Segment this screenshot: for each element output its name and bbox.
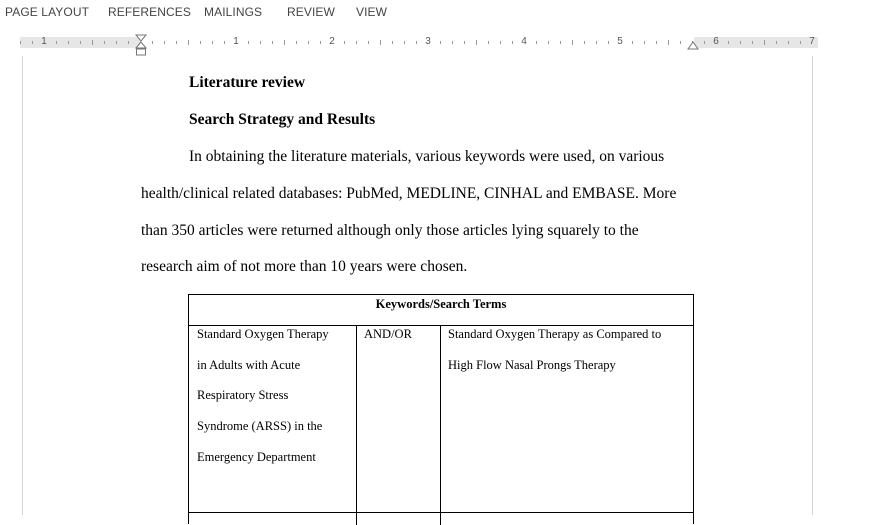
ruler-tick (92, 40, 93, 45)
ruler-tick (308, 41, 309, 44)
ruler-tick (152, 41, 153, 44)
paragraph-line: than 350 articles were returned although only those articles lying squarely to the (141, 222, 639, 239)
ruler-tick (212, 41, 213, 44)
ruler-number: 2 (329, 36, 335, 47)
table-cell-line: High Flow Nasal Prongs Therapy (448, 358, 616, 372)
keywords-table[interactable] (188, 294, 694, 524)
paragraph-line: In obtaining the literature materials, various keywords were used, on various (189, 148, 665, 165)
ruler-tick (668, 40, 669, 45)
ruler-tick (68, 41, 69, 44)
ruler-tick (776, 41, 777, 44)
ruler-tick (260, 41, 261, 44)
ruler-tick (164, 41, 165, 44)
ruler-number: 1 (41, 36, 47, 47)
heading-literature-review: Literature review (189, 74, 306, 91)
document-canvas[interactable] (0, 56, 870, 515)
ruler-tick (788, 41, 789, 44)
ruler-tick (704, 41, 705, 44)
ruler-tick (188, 40, 189, 45)
ruler-tick (512, 41, 513, 44)
ruler-tick (584, 41, 585, 44)
right-indent-marker[interactable] (687, 41, 699, 50)
paragraph-line: health/clinical related databases: PubMed, MEDLINE, CINHAL and EMBASE. More (141, 185, 677, 202)
tab-mailings[interactable]: MAILINGS (204, 5, 263, 19)
ruler-number: 4 (521, 36, 527, 47)
ruler-tick (452, 41, 453, 44)
ruler-tick (320, 41, 321, 44)
ruler-tick (368, 41, 369, 44)
ruler-tick (440, 41, 441, 44)
heading-search-strategy: Search Strategy and Results (189, 111, 376, 128)
ruler-tick (356, 41, 357, 44)
table-cell-line: Respiratory Stress (197, 388, 289, 402)
table-header-row (189, 295, 693, 326)
ruler-tick (404, 41, 405, 44)
ruler-tick (56, 41, 57, 44)
ruler-tick (32, 41, 33, 44)
ruler-number: 3 (425, 36, 431, 47)
ribbon-tab-bar (0, 0, 870, 30)
ruler-tick (764, 40, 765, 45)
ruler-tick (536, 41, 537, 44)
table-cell-line: Standard Oxygen Therapy (197, 327, 329, 341)
ruler-tick (608, 41, 609, 44)
ruler-tick (176, 41, 177, 44)
ruler-tick (656, 41, 657, 44)
ruler-number: 1 (233, 36, 239, 47)
table-cell-operator: AND/OR (364, 327, 412, 341)
ruler-tick (20, 41, 21, 44)
ruler-tick (416, 41, 417, 44)
table-row-divider (189, 512, 693, 513)
tab-references[interactable]: REFERENCES (108, 5, 192, 19)
tab-review[interactable]: REVIEW (287, 5, 335, 19)
table-cell-line: Emergency Department (197, 450, 316, 464)
ruler-tick (272, 41, 273, 44)
ruler-tick (740, 41, 741, 44)
ruler-number: 6 (713, 36, 719, 47)
ruler-tick (548, 41, 549, 44)
ruler-tick (344, 41, 345, 44)
ruler-tick (392, 41, 393, 44)
ruler-number: 7 (809, 36, 815, 47)
ruler-tick (128, 41, 129, 44)
ruler-tick (644, 41, 645, 44)
ruler-tick (200, 41, 201, 44)
table-header-cell: Keywords/Search Terms (375, 297, 507, 311)
ruler-tick (596, 41, 597, 44)
page-left-edge (22, 56, 23, 515)
ruler-tick (500, 41, 501, 44)
page-right-edge (812, 56, 813, 515)
ruler-tick (104, 41, 105, 44)
ruler-tick (296, 41, 297, 44)
table-cell-line: Standard Oxygen Therapy as Compared to (448, 327, 662, 341)
column-divider (440, 325, 441, 525)
column-divider (356, 325, 357, 525)
table-cell-line: Syndrome (ARSS) in the (197, 419, 323, 433)
ruler-tick (680, 41, 681, 44)
ruler-tick (572, 40, 573, 45)
first-line-indent-marker[interactable] (135, 34, 147, 56)
horizontal-ruler-bar (0, 30, 870, 56)
ruler-tick (248, 41, 249, 44)
ruler-tick (380, 40, 381, 45)
ruler-tick (476, 40, 477, 45)
ruler-tick (284, 40, 285, 45)
ruler-tick (224, 41, 225, 44)
table-cell-line: in Adults with Acute (197, 358, 301, 372)
ruler-tick (728, 41, 729, 44)
ruler-tick (80, 41, 81, 44)
paragraph-line: research aim of not more than 10 years were chosen. (141, 258, 468, 275)
ruler-tick (116, 41, 117, 44)
ruler-tick (464, 41, 465, 44)
ruler-tick (560, 41, 561, 44)
ruler-number: 5 (617, 36, 623, 47)
ruler-tick (488, 41, 489, 44)
ruler-tick (800, 41, 801, 44)
tab-page-layout[interactable]: PAGE LAYOUT (5, 5, 90, 19)
ruler-tick (752, 41, 753, 44)
ruler-tick (632, 41, 633, 44)
tab-view[interactable]: VIEW (356, 5, 388, 19)
